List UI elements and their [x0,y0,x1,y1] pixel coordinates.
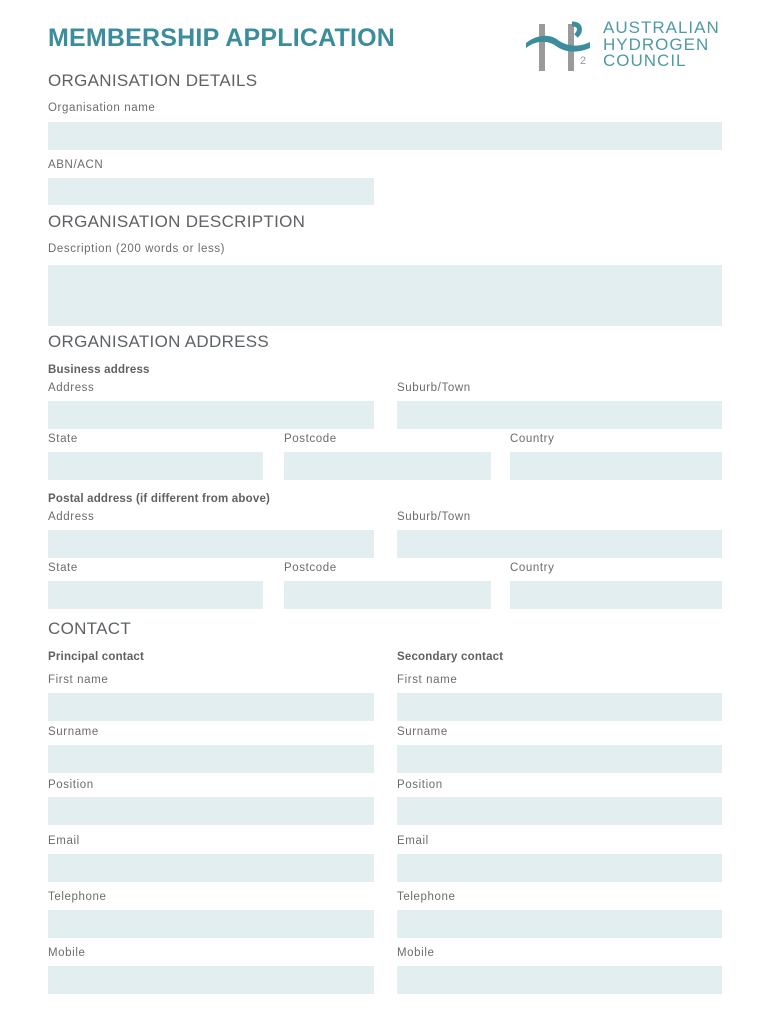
secondary-mobile-input[interactable] [397,966,722,994]
section-organisation-address: ORGANISATION ADDRESS [48,332,270,351]
secondary-contact-heading: Secondary contact [397,651,504,663]
secondary-telephone-label: Telephone [397,891,456,903]
secondary-surname-label: Surname [397,726,448,738]
business-postcode-label: Postcode [284,433,337,445]
abn-acn-label: ABN/ACN [48,159,104,171]
logo-line-3: COUNCIL [603,51,687,70]
secondary-mobile-label: Mobile [397,947,435,959]
section-contact: CONTACT [48,619,131,638]
business-state-input[interactable] [48,452,263,480]
postal-suburb-label: Suburb/Town [397,511,471,523]
logo-h-left-bar [539,24,545,71]
postal-address-label: Address [48,511,95,523]
secondary-surname-input[interactable] [397,745,722,773]
description-label: Description (200 words or less) [48,243,226,255]
postal-suburb-input[interactable] [397,530,722,558]
business-address-label: Address [48,382,95,394]
business-country-input[interactable] [510,452,722,480]
page-title: MEMBERSHIP APPLICATION [48,24,396,52]
organisation-name-label: Organisation name [48,102,156,114]
organisation-name-input[interactable] [48,122,722,150]
abn-acn-input[interactable] [48,178,374,205]
description-textarea[interactable] [48,265,722,326]
principal-mobile-input[interactable] [48,966,374,994]
postal-country-label: Country [510,562,555,574]
postal-state-label: State [48,562,78,574]
business-country-label: Country [510,433,555,445]
principal-contact-heading: Principal contact [48,651,145,663]
principal-surname-label: Surname [48,726,99,738]
secondary-telephone-input[interactable] [397,910,722,938]
secondary-position-input[interactable] [397,797,722,825]
principal-telephone-label: Telephone [48,891,107,903]
logo-line-1: AUSTRALIAN [603,18,720,37]
business-postcode-input[interactable] [284,452,491,480]
logo-wave [526,36,590,52]
business-suburb-label: Suburb/Town [397,382,471,394]
business-address-input[interactable] [48,401,374,429]
logo-line-2: HYDROGEN [603,34,710,54]
business-state-label: State [48,433,78,445]
principal-surname-input[interactable] [48,745,374,773]
logo-wordmark [603,20,720,70]
secondary-first-name-input[interactable] [397,693,722,721]
secondary-email-label: Email [397,835,429,847]
principal-first-name-input[interactable] [48,693,374,721]
principal-position-label: Position [48,779,94,791]
secondary-first-name-label: First name [397,674,458,686]
principal-mobile-label: Mobile [48,947,86,959]
business-address-heading: Business address [48,364,150,376]
postal-address-input[interactable] [48,530,374,558]
principal-email-input[interactable] [48,854,374,882]
postal-state-input[interactable] [48,581,263,609]
section-organisation-description: ORGANISATION DESCRIPTION [48,212,306,231]
section-organisation-details: ORGANISATION DETAILS [48,71,258,90]
business-suburb-input[interactable] [397,401,722,429]
postal-address-heading: Postal address (if different from above) [48,493,271,505]
postal-country-input[interactable] [510,581,722,609]
principal-email-label: Email [48,835,80,847]
principal-position-input[interactable] [48,797,374,825]
secondary-email-input[interactable] [397,854,722,882]
logo-subscript: 2 [580,55,587,67]
principal-first-name-label: First name [48,674,109,686]
principal-telephone-input[interactable] [48,910,374,938]
postal-postcode-label: Postcode [284,562,337,574]
secondary-position-label: Position [397,779,443,791]
postal-postcode-input[interactable] [284,581,491,609]
